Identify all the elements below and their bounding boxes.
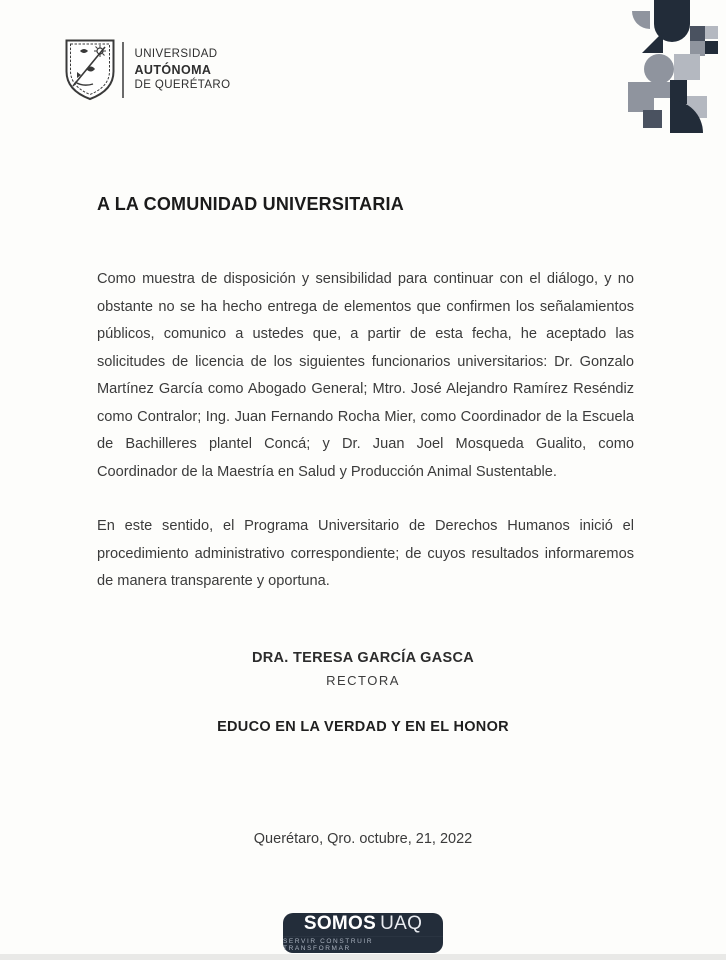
logo-line-universidad: UNIVERSIDAD bbox=[134, 48, 218, 61]
logo-line-autonoma: AUTÓNOMA bbox=[134, 63, 212, 77]
decoration-square bbox=[674, 54, 700, 80]
logo-line-queretaro: DE QUERÉTARO bbox=[134, 79, 231, 91]
uaq-crest-icon bbox=[63, 38, 117, 102]
decoration-square bbox=[690, 26, 705, 41]
letter-paragraph-1: Como muestra de disposición y sensibilidad para continuar con el diálogo, y no obstante no se ha hecho entrega de elementos que confirmen los señalamientos públicos, comunico a ustedes que, a partir de esta fecha, he aceptado las solicitudes de licencia de los siguientes funcionarios universitarios: Dr. Gonzalo Martínez García como Abogado General; Mtro. José Alejandro Ramírez Reséndiz como Contralor; Ing. Juan Fernando Rocha Mier, como Coordinador de la Escuela de Bachilleres plantel Concá; y Dr. Juan Joel Mosqueda Gualito, como Coordinador de la Maestría en Salud y Producción Animal Sustentable. bbox=[97, 271, 634, 480]
decoration-quarter-circle bbox=[632, 11, 650, 29]
page-bottom-edge bbox=[0, 954, 726, 960]
university-motto: EDUCO EN LA VERDAD Y EN EL HONOR bbox=[217, 719, 509, 735]
university-logo bbox=[63, 38, 230, 102]
letter-heading: A LA COMUNIDAD UNIVERSITARIA bbox=[97, 194, 404, 214]
decoration-square bbox=[705, 26, 718, 39]
logo-divider bbox=[122, 42, 124, 98]
letter-body bbox=[97, 266, 634, 623]
date-line: Querétaro, Qro. octubre, 21, 2022 bbox=[253, 831, 473, 847]
badge-tagline: SERVIR CONSTRUIR TRANSFORMAR bbox=[283, 936, 443, 952]
badge-brand bbox=[304, 914, 422, 933]
decoration-square bbox=[705, 41, 718, 54]
geometric-decoration bbox=[618, 0, 722, 140]
logo-text bbox=[135, 47, 231, 92]
decoration-block bbox=[628, 82, 670, 98]
signer-title: RECTORA bbox=[326, 673, 400, 688]
badge-brand-somos: SOMOS bbox=[303, 913, 377, 934]
signer-name: DRA. TERESA GARCÍA GASCA bbox=[251, 650, 475, 666]
signature-block bbox=[0, 650, 726, 735]
letter-paragraph-2: En este sentido, el Programa Universitario de Derechos Humanos inició el procedimiento administrativo correspondiente; de cuyos resultados informaremos de manera transparente y oportuna. bbox=[97, 518, 634, 589]
decoration-square bbox=[643, 110, 662, 128]
badge-brand-uaq: UAQ bbox=[380, 913, 423, 934]
somos-uaq-badge bbox=[283, 913, 443, 953]
